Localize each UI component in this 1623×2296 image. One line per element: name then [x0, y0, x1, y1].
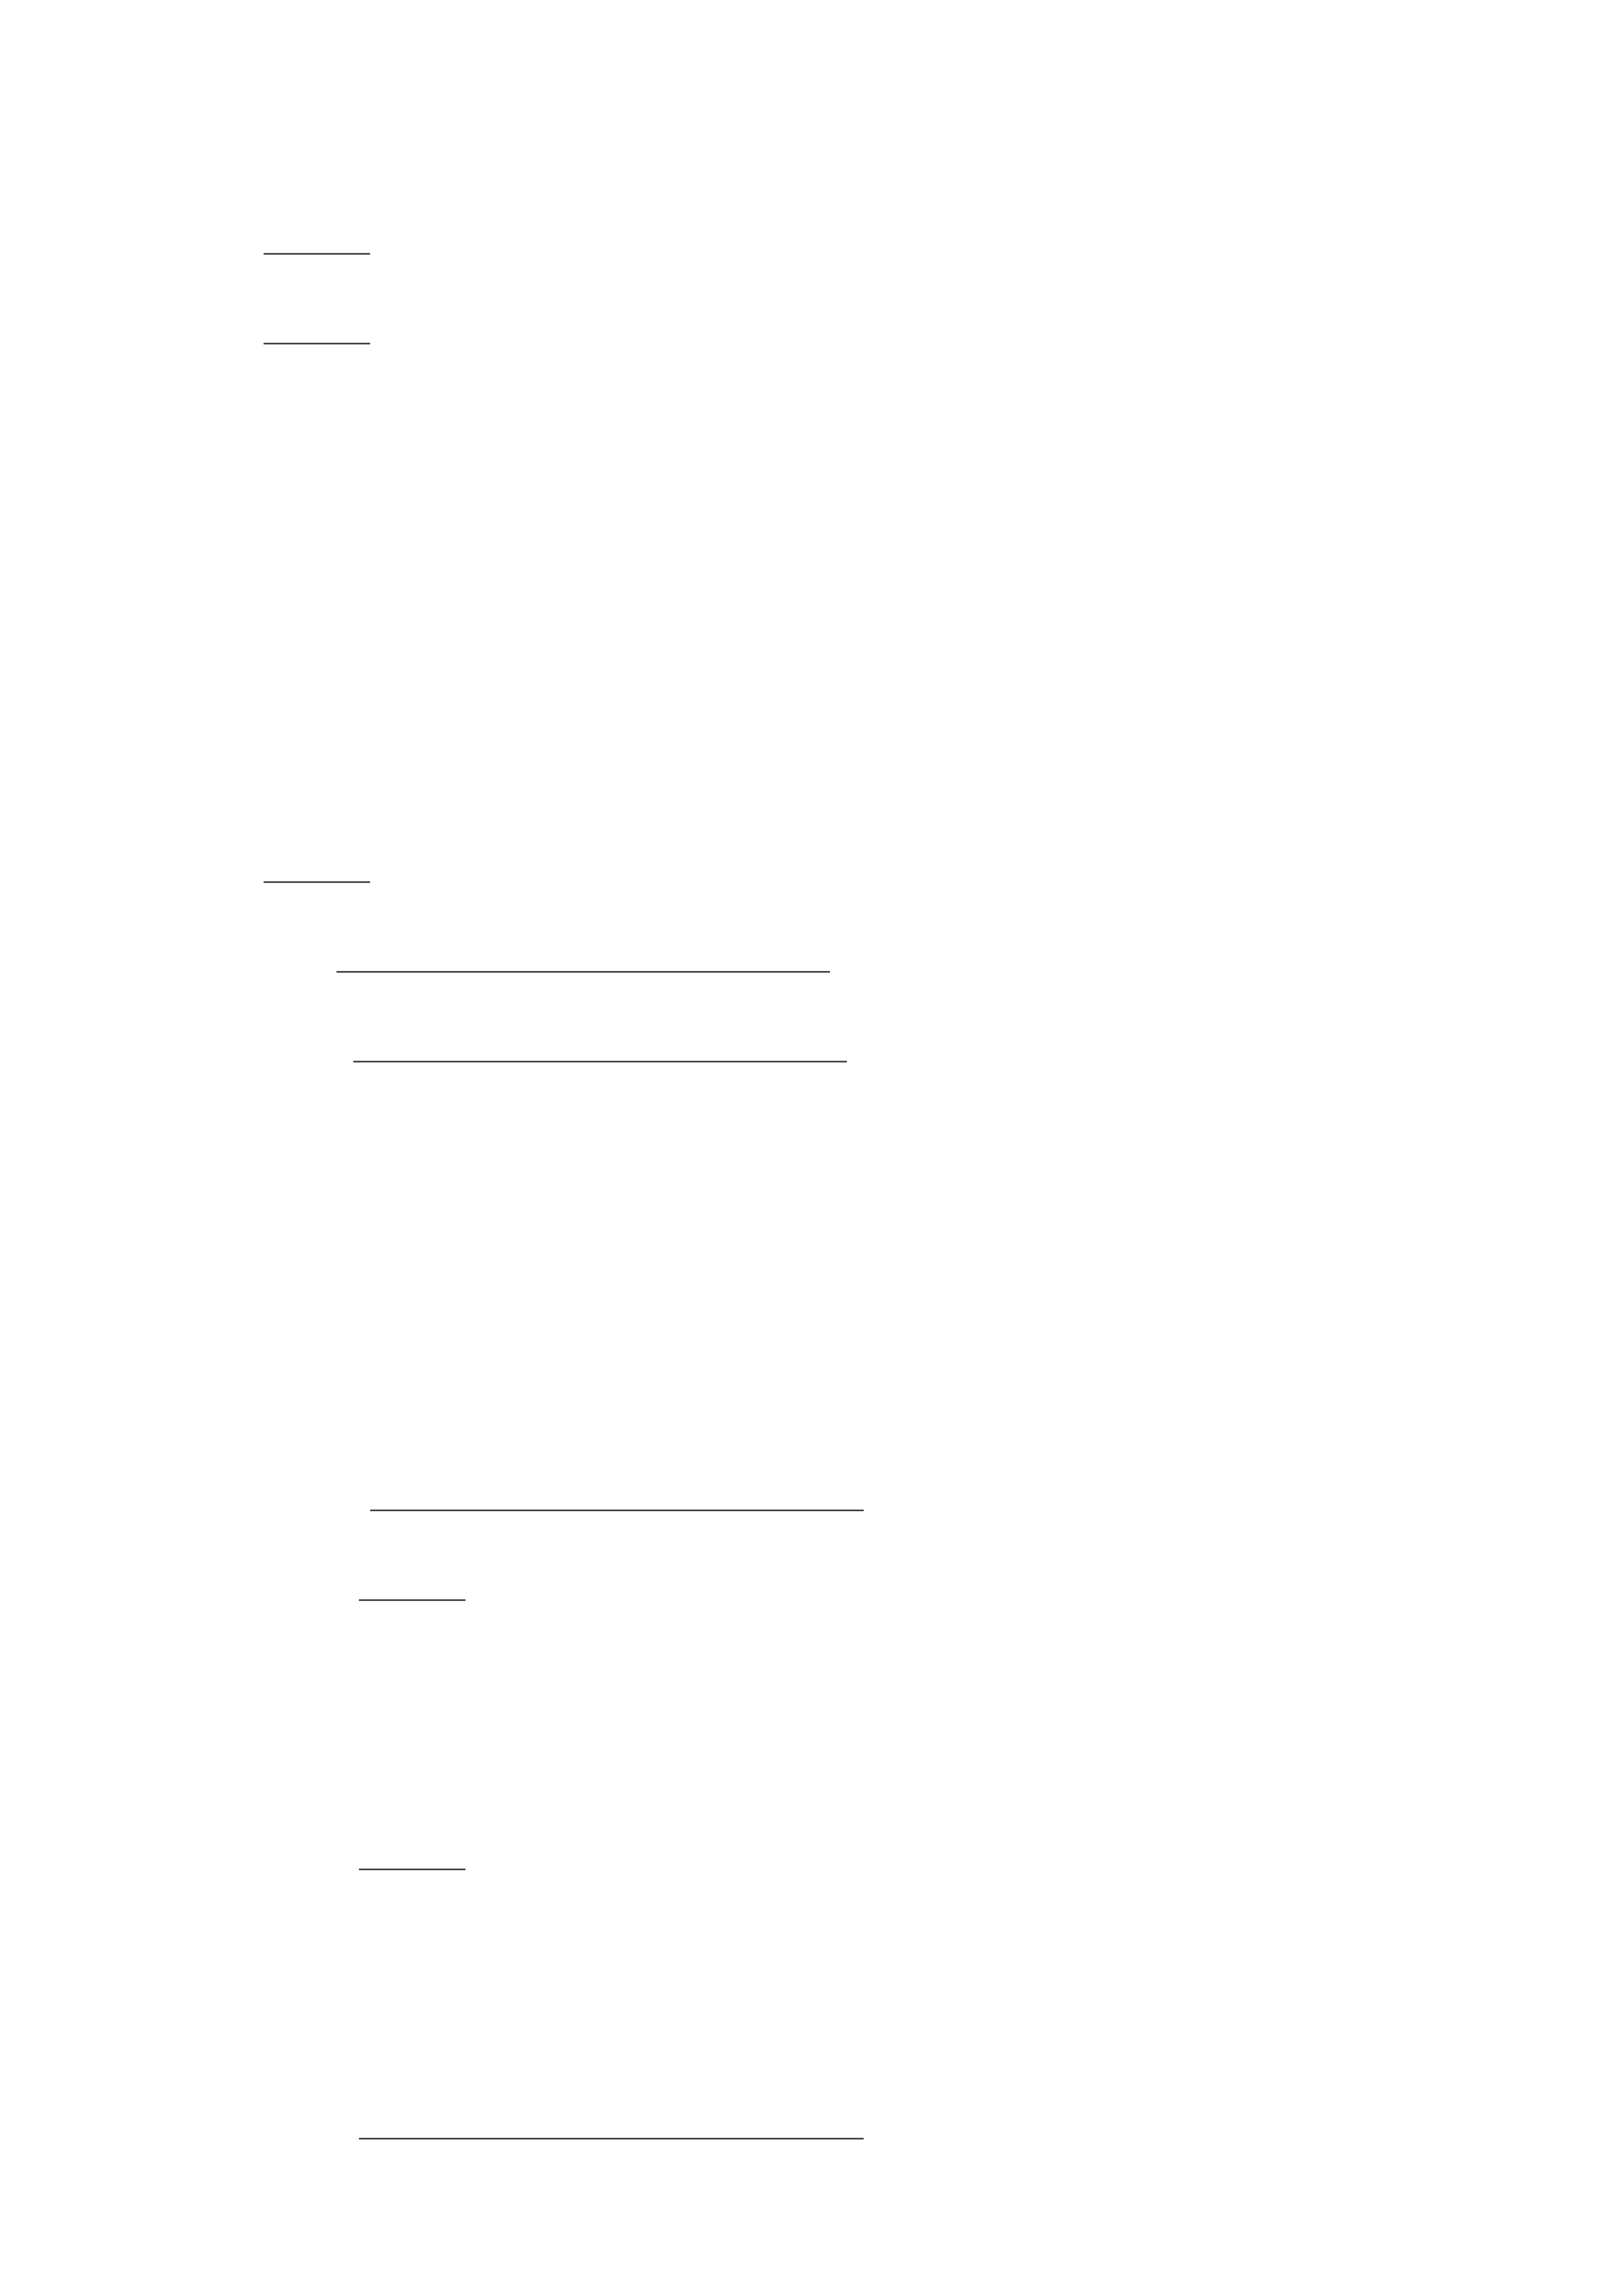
blank-penalty-percent[interactable]	[264, 222, 370, 255]
item-4-line-2	[247, 1920, 1380, 1976]
text-line-1	[247, 214, 1380, 270]
blank-resolution-method[interactable]	[264, 850, 370, 883]
blank-copies[interactable]	[359, 1837, 465, 1870]
item-4-line-3	[247, 2009, 1380, 2065]
option-2	[336, 1022, 1380, 1078]
signature-a-field[interactable]	[359, 2106, 864, 2139]
text-line-4	[247, 484, 1380, 540]
item-3-line-1	[336, 1561, 1380, 1617]
paragraph-9-line-2	[247, 753, 1380, 809]
text-line-2	[247, 304, 1380, 360]
item-3-line-3	[247, 1740, 1380, 1796]
item-4-line-1	[336, 1830, 1380, 1886]
blank-daily-penalty[interactable]	[264, 311, 370, 344]
paragraph-9-line-1	[336, 663, 1380, 719]
text-line-3	[247, 394, 1380, 450]
signature-line	[336, 2099, 1402, 2155]
section-heading-9	[336, 573, 1380, 629]
blank-arbitration-committee[interactable]	[336, 940, 830, 973]
blank-certification[interactable]	[359, 1568, 465, 1601]
blank-court[interactable]	[353, 1029, 847, 1062]
item-2	[336, 1471, 1380, 1527]
item-1-line-1	[336, 1291, 1380, 1347]
item-1-line-2	[247, 1381, 1380, 1437]
blank-other-matters[interactable]	[370, 1478, 864, 1511]
section-heading-10	[336, 1202, 1380, 1258]
option-1	[336, 932, 1380, 988]
item-3-line-2	[247, 1650, 1380, 1706]
paragraph-9-line-3	[247, 843, 1380, 899]
option-2-continued	[247, 1112, 1380, 1168]
